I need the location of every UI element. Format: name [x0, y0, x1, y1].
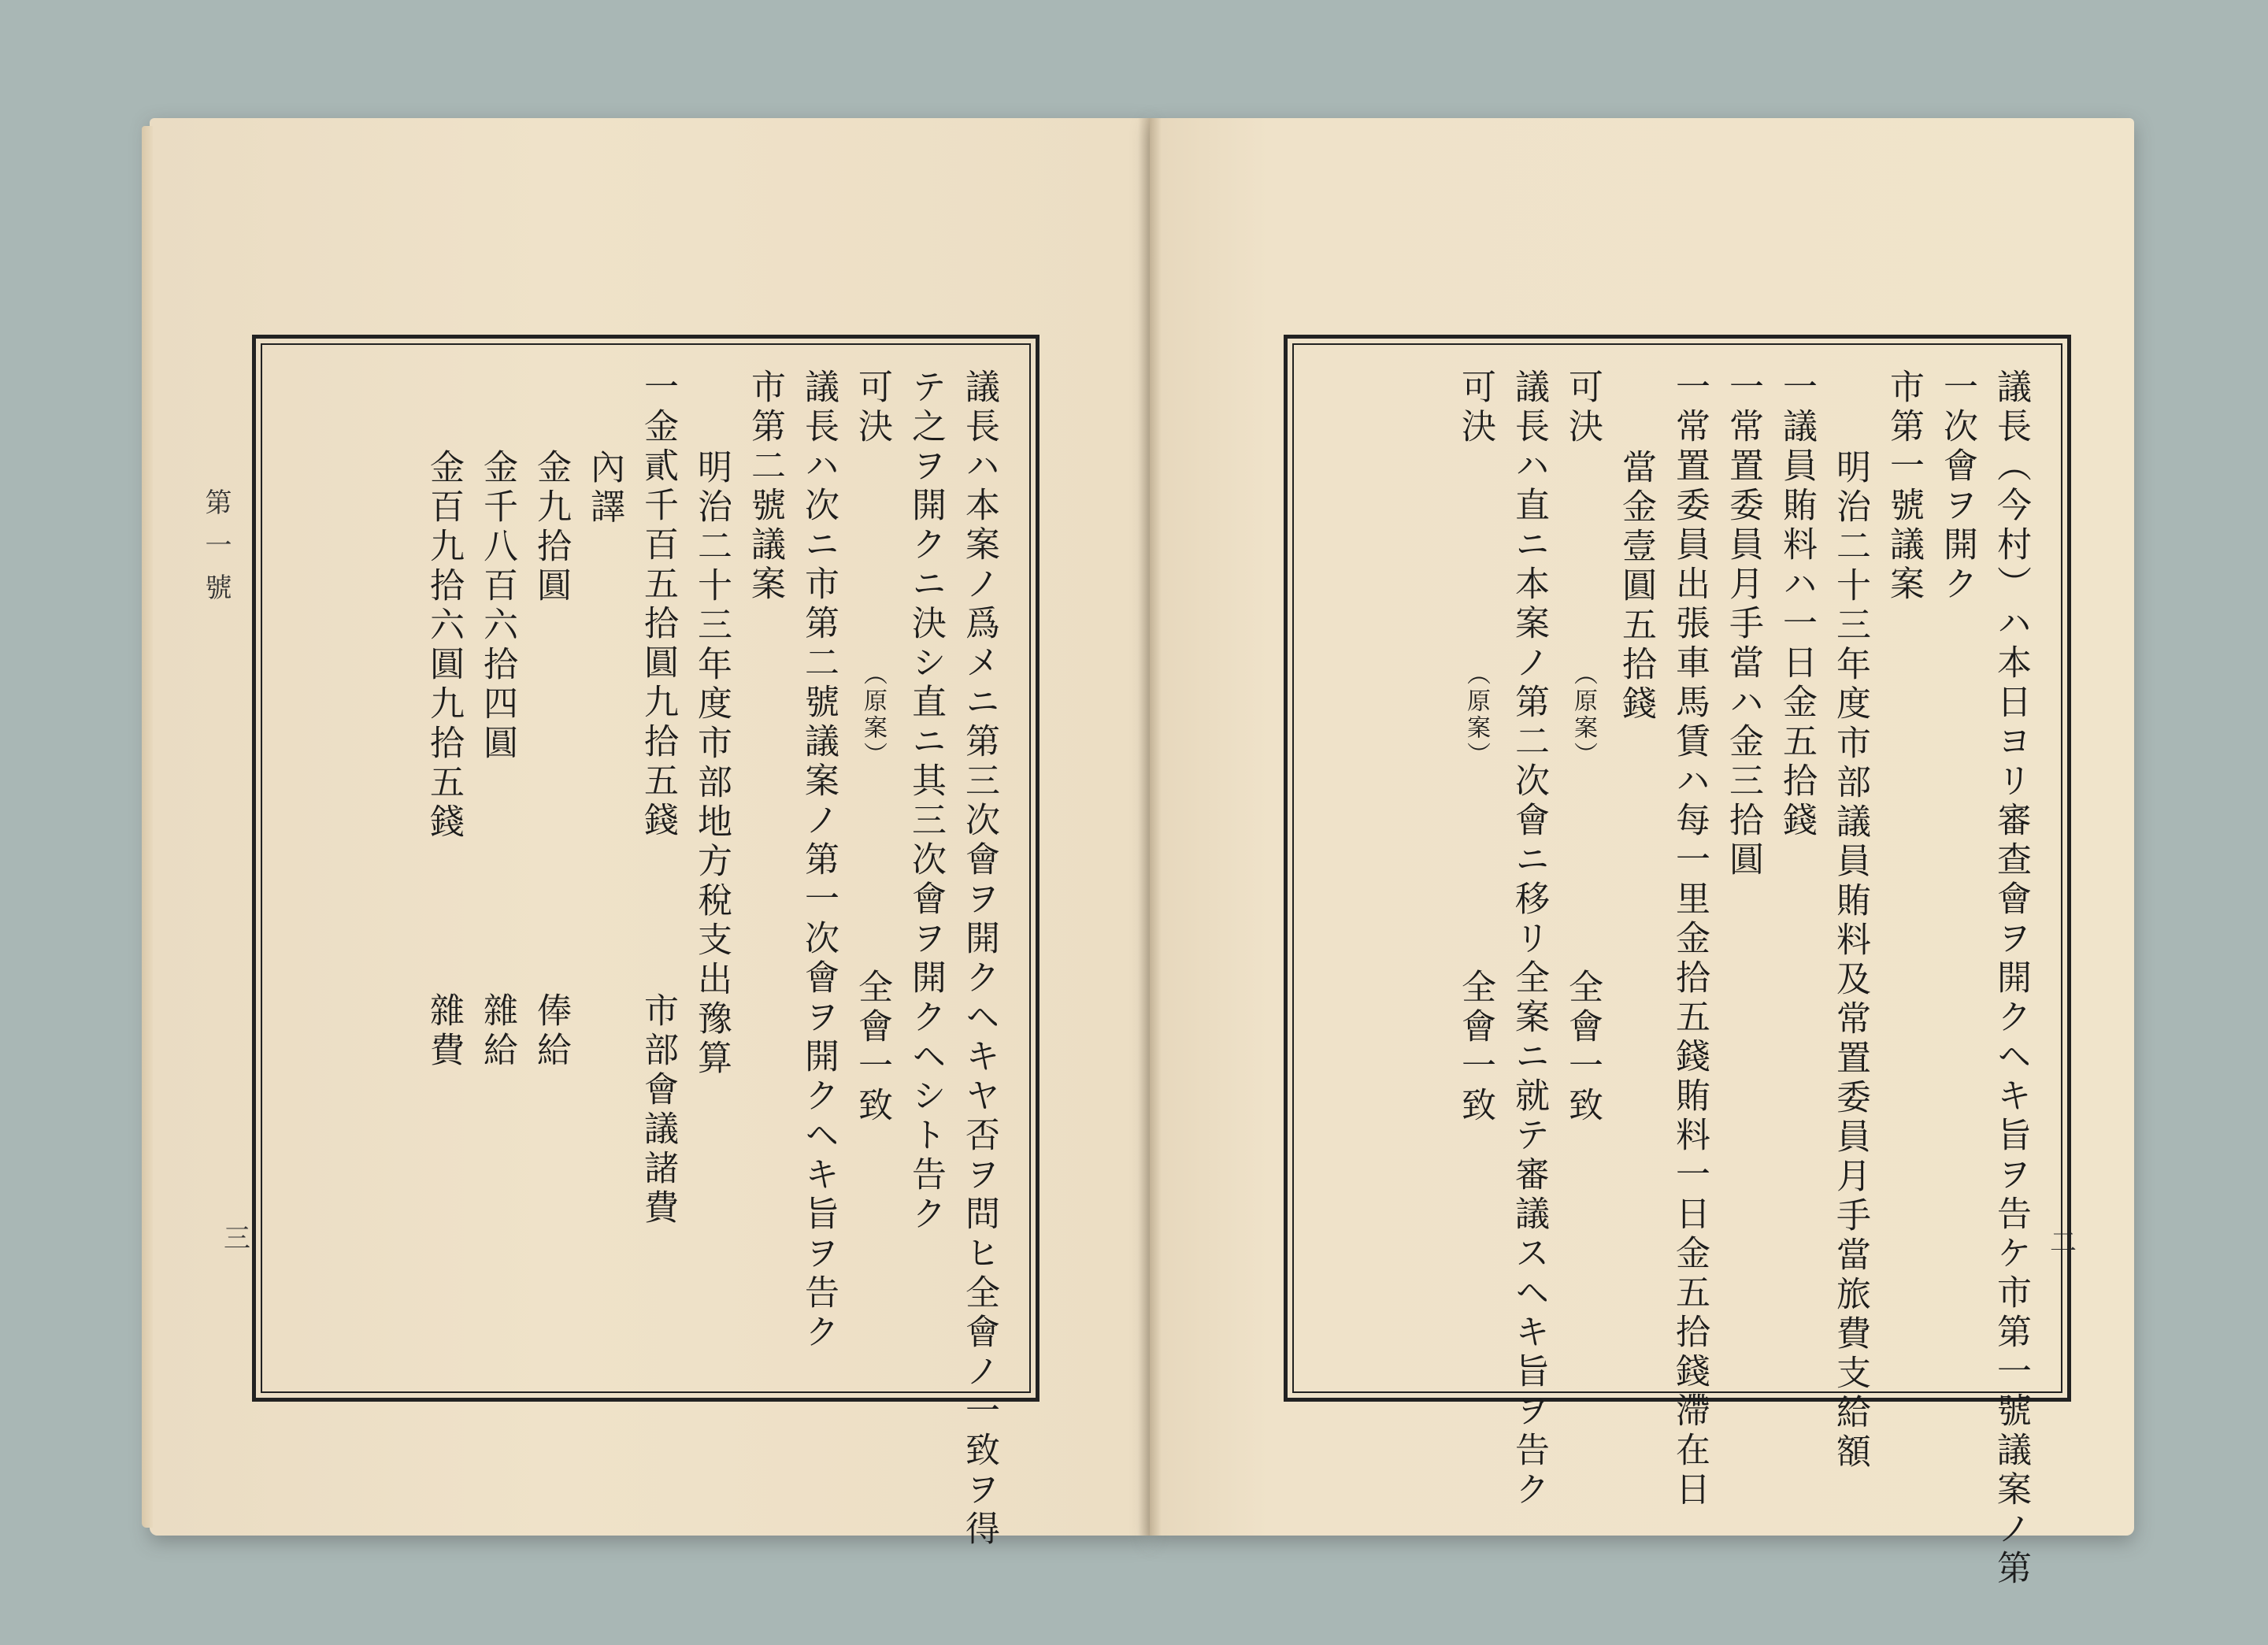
text-column: 可決 — [852, 369, 892, 447]
text-column: 一次會ヲ開ク — [1937, 369, 1977, 605]
text-column: 雜給 — [477, 992, 517, 1071]
text-column: （原案） — [1462, 661, 1490, 769]
text-column: 一常置委員月手當ハ金三拾圓 — [1723, 369, 1763, 880]
text-column: 一金貳千百五拾圓九拾五錢 — [638, 369, 678, 841]
text-column: 可決 — [1455, 369, 1495, 447]
page-number-right: 二 — [2050, 1227, 2077, 1258]
text-column: 金百九拾六圓九拾五錢 — [424, 449, 464, 843]
text-column: 議長ハ直ニ本案ノ第二次會ニ移リ全案ニ就テ審議スヘキ旨ヲ告ク — [1509, 369, 1549, 1510]
text-column: 雜費 — [424, 992, 464, 1071]
text-column: 明治二十三年度市部地方稅支出豫算 — [691, 449, 732, 1079]
text-column: 一常置委員出張車馬賃ハ每一里金拾五錢賄料一日金五拾錢滯在日 — [1670, 369, 1710, 1510]
text-column: 金千八百六拾四圓 — [477, 449, 517, 764]
text-column: 全會一致 — [1562, 969, 1603, 1126]
text-column: 議長ハ本案ノ爲メニ第三次會ヲ開クヘキヤ否ヲ問ヒ全會ノ一致ヲ得 — [959, 369, 999, 1550]
text-column: 當金壹圓五拾錢 — [1616, 449, 1656, 724]
text-column: 全會一致 — [1455, 969, 1495, 1126]
text-column: 金九拾圓 — [531, 449, 571, 606]
book-gutter — [1138, 118, 1162, 1536]
text-column: テ之ヲ開クニ決シ直ニ其三次會ヲ開クヘシト告ク — [906, 369, 946, 1235]
text-column: 可決 — [1562, 369, 1603, 447]
page-number-left: 三 — [224, 1223, 250, 1254]
text-column: 明治二十三年度市部議員賄料及常置委員月手當旅費支給額 — [1830, 449, 1870, 1473]
text-column: 全會一致 — [852, 969, 892, 1126]
open-book — [150, 118, 2134, 1589]
text-column: （原案） — [859, 661, 887, 769]
margin-label: 第一號 — [200, 488, 232, 616]
text-column: 議長（今村）ハ本日ヨリ審查會ヲ開クヘキ旨ヲ告ケ市第一號議案ノ第 — [1991, 369, 2031, 1589]
text-column: 內譯 — [584, 449, 624, 528]
text-column: 議長ハ次ニ市第二號議案ノ第一次會ヲ開クヘキ旨ヲ告ク — [799, 369, 839, 1353]
text-column: 俸給 — [531, 992, 571, 1071]
page-edge — [142, 126, 153, 1528]
text-column: 市第二號議案 — [745, 369, 785, 605]
right-text-frame — [1284, 335, 2071, 1589]
text-column: （原案） — [1569, 661, 1597, 769]
text-column: 市部會議諸費 — [638, 992, 678, 1228]
left-text-frame — [252, 335, 1040, 1550]
text-column: 市第一號議案 — [1884, 369, 1924, 605]
text-column: 一議員賄料ハ一日金五拾錢 — [1777, 369, 1817, 841]
